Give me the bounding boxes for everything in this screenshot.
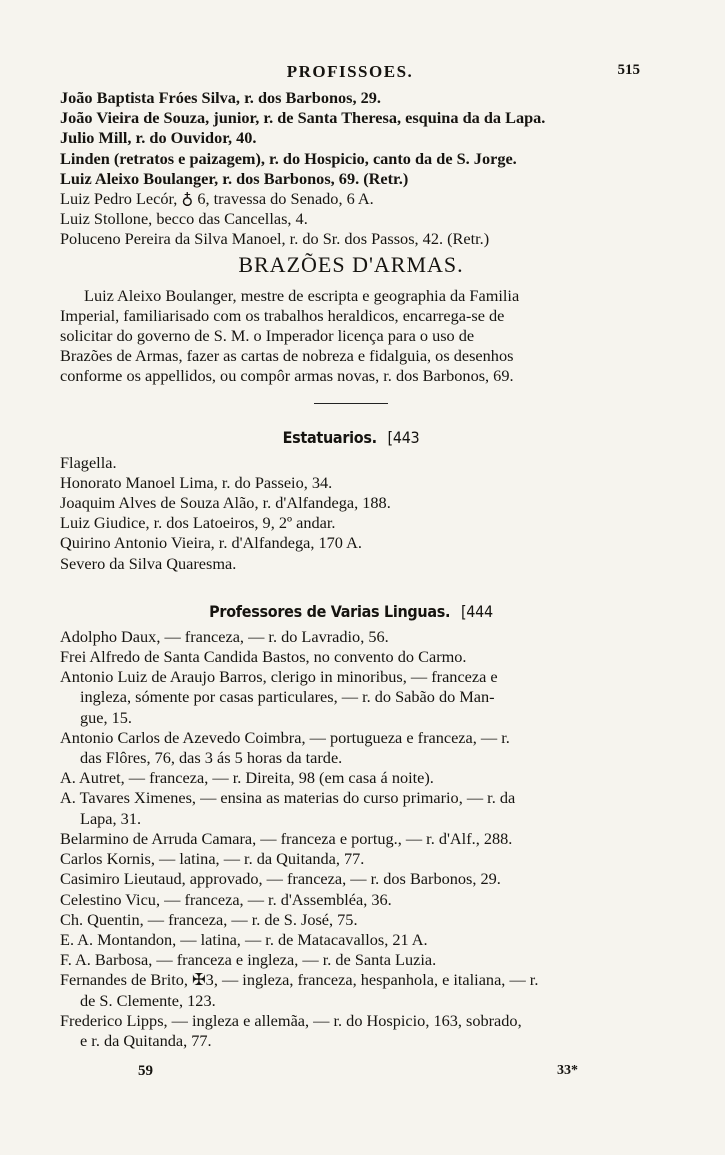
section-number: [443 bbox=[387, 427, 420, 447]
signature-mark-left: 59 bbox=[138, 1063, 153, 1079]
entry-line: Lapa, 31. bbox=[80, 808, 142, 828]
entry-line: Fernandes de Brito, ✠3, — ingleza, franceza, hespanhola, e italiana, — r. bbox=[60, 970, 539, 990]
entry-line: Carlos Kornis, — latina, — r. da Quitanda, 77. bbox=[60, 849, 365, 869]
section-title-text: Professores de Varias Linguas. bbox=[209, 601, 451, 621]
list-item bbox=[60, 930, 642, 950]
brazoes-heading: BRAZÕES D'ARMAS. bbox=[238, 251, 464, 277]
running-title: PROFISSOES. bbox=[286, 62, 414, 81]
entry-line: ingleza, sómente por casas particulares, — r. do Sabão do Man- bbox=[80, 687, 495, 707]
entry-line: de S. Clemente, 123. bbox=[80, 990, 216, 1010]
list-item bbox=[60, 890, 642, 910]
list-item: Julio Mill, r. do Ouvidor, 40. bbox=[60, 128, 257, 148]
entry-line: Adolpho Daux, — franceza, — r. do Lavradio, 56. bbox=[60, 626, 389, 646]
entry-line: F. A. Barbosa, — franceza e ingleza, — r. de Santa Luzia. bbox=[60, 950, 437, 970]
professores-heading bbox=[60, 602, 642, 621]
page-content bbox=[60, 88, 642, 1051]
list-item bbox=[60, 1011, 642, 1051]
entry-line: e r. da Quitanda, 77. bbox=[80, 1030, 212, 1050]
list-item bbox=[60, 728, 642, 768]
entry-line: gue, 15. bbox=[80, 707, 132, 727]
list-item bbox=[60, 910, 642, 930]
list-item bbox=[60, 788, 642, 828]
entry-line: Frederico Lipps, — ingleza e allemãa, — r. do Hospicio, 163, sobrado, bbox=[60, 1010, 522, 1030]
list-item bbox=[60, 768, 642, 788]
estatuarios-heading bbox=[60, 428, 642, 447]
list-item: Quirino Antonio Vieira, r. d'Alfandega, 170 A. bbox=[60, 533, 362, 553]
photographers-list bbox=[60, 88, 642, 250]
entry-line: Belarmino de Arruda Camara, — franceza e portug., — r. d'Alf., 288. bbox=[60, 828, 513, 848]
entry-line: Antonio Luiz de Araujo Barros, clerigo in minoribus, — franceza e bbox=[60, 667, 498, 687]
list-item bbox=[60, 627, 642, 647]
entry-line: E. A. Montandon, — latina, — r. de Matacavallos, 21 A. bbox=[60, 929, 428, 949]
professores-list bbox=[60, 627, 642, 1051]
list-item bbox=[60, 667, 642, 728]
page-number: 515 bbox=[617, 62, 640, 78]
list-item: João Vieira de Souza, junior, r. de Santa Theresa, esquina da da Lapa. bbox=[60, 108, 546, 128]
list-item: Joaquim Alves de Souza Alão, r. d'Alfandega, 188. bbox=[60, 493, 391, 513]
entry-line: Celestino Vicu, — franceza, — r. d'Assembléa, 36. bbox=[60, 889, 392, 909]
paragraph-line: Imperial, familiarisado com os trabalhos heraldicos, encarrega-se de bbox=[60, 305, 505, 325]
list-item bbox=[60, 647, 642, 667]
paragraph-line: solicitar do governo de S. M. o Imperador licença para o uso de bbox=[60, 326, 475, 346]
list-item bbox=[60, 849, 642, 869]
section-divider bbox=[314, 403, 388, 404]
entry-line: A. Tavares Ximenes, — ensina as materias do curso primario, — r. da bbox=[60, 788, 516, 808]
list-item: Luiz Giudice, r. dos Latoeiros, 9, 2º andar. bbox=[60, 513, 336, 533]
estatuarios-list bbox=[60, 453, 642, 574]
list-item: Severo da Silva Quaresma. bbox=[60, 553, 237, 573]
entry-line: Frei Alfredo de Santa Candida Bastos, no convento do Carmo. bbox=[60, 647, 467, 667]
paragraph-line: Luiz Aleixo Boulanger, mestre de escripta e geographia da Familia bbox=[84, 285, 520, 305]
list-item: João Baptista Fróes Silva, r. dos Barbonos, 29. bbox=[60, 88, 381, 107]
list-item: Luiz Stollone, becco das Cancellas, 4. bbox=[60, 209, 308, 229]
page-header bbox=[60, 62, 640, 86]
list-item bbox=[60, 970, 642, 1010]
section-number: [444 bbox=[460, 601, 493, 621]
entry-line: Casimiro Lieutaud, approvado, — franceza, — r. dos Barbonos, 29. bbox=[60, 869, 501, 889]
list-item: Linden (retratos e paizagem), r. do Hospicio, canto da de S. Jorge. bbox=[60, 148, 517, 168]
paragraph-line: conforme os appellidos, ou compôr armas novas, r. dos Barbonos, 69. bbox=[60, 366, 514, 386]
page-footer bbox=[138, 1063, 578, 1083]
list-item: Flagella. bbox=[60, 452, 117, 472]
entry-line: Ch. Quentin, — franceza, — r. de S. José, 75. bbox=[60, 909, 358, 929]
list-item: Luiz Aleixo Boulanger, r. dos Barbonos, 69. (Retr.) bbox=[60, 168, 409, 188]
entry-line: Antonio Carlos de Azevedo Coimbra, — portugueza e franceza, — r. bbox=[60, 727, 510, 747]
list-item: Honorato Manoel Lima, r. do Passeio, 34. bbox=[60, 472, 333, 492]
paragraph-line: Brazões de Armas, fazer as cartas de nobreza e fidalguia, os desenhos bbox=[60, 346, 514, 366]
signature-mark-right: 33* bbox=[557, 1063, 578, 1078]
section-title-text: Estatuarios. bbox=[282, 427, 377, 447]
list-item bbox=[60, 950, 642, 970]
list-item: Poluceno Pereira da Silva Manoel, r. do Sr. dos Passos, 42. (Retr.) bbox=[60, 229, 490, 249]
list-item bbox=[60, 829, 642, 849]
entry-line: A. Autret, — franceza, — r. Direita, 98 (em casa á noite). bbox=[60, 768, 434, 788]
list-item: Luiz Pedro Lecór, ♁ 6, travessa do Senado, 6 A. bbox=[60, 189, 374, 209]
brazoes-paragraph bbox=[60, 286, 642, 387]
entry-line: das Flôres, 76, das 3 ás 5 horas da tarde. bbox=[80, 748, 343, 768]
list-item bbox=[60, 869, 642, 889]
